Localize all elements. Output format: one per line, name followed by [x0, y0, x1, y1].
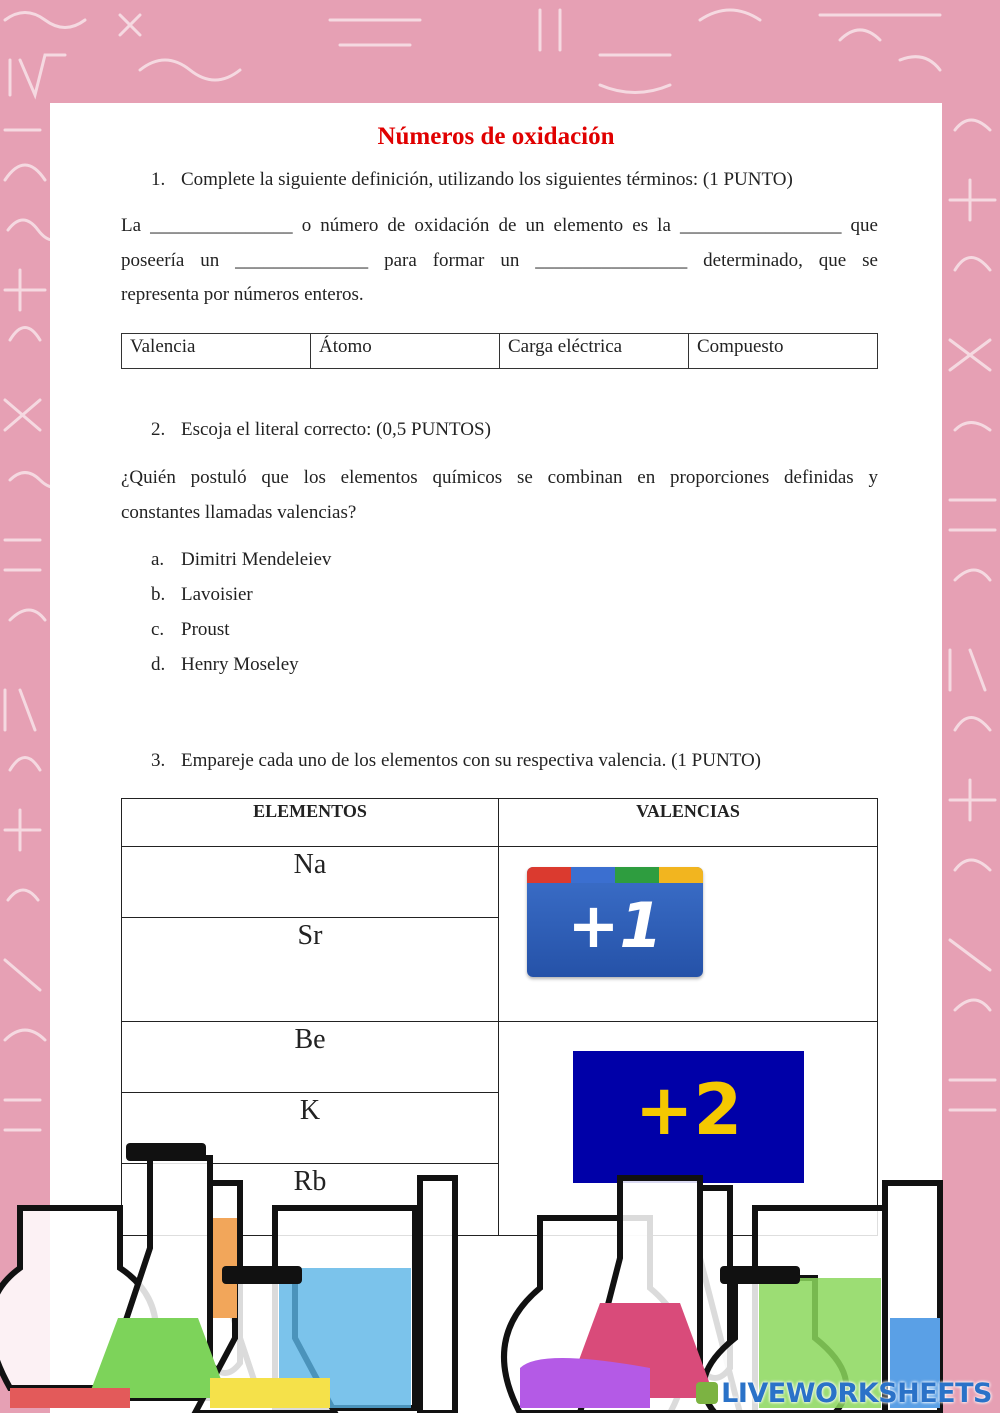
- element-cell-rb[interactable]: Rb: [121, 1163, 499, 1236]
- header-elements: ELEMENTOS: [121, 798, 499, 847]
- option-text: Proust: [181, 619, 230, 640]
- google-bar-blue: [571, 867, 615, 883]
- element-cell-be[interactable]: Be: [121, 1021, 499, 1093]
- lab-glassware-illustration: [0, 1138, 1000, 1413]
- option-letter: a.: [151, 549, 165, 570]
- term-cell: Átomo: [311, 334, 500, 369]
- google-bar-green: [615, 867, 659, 883]
- option-letter: b.: [151, 584, 166, 605]
- term-cell: Carga eléctrica: [500, 334, 689, 369]
- option-letter: d.: [151, 654, 166, 675]
- term-cell: Compuesto: [689, 334, 878, 369]
- watermark-text: LIVEWORKSHEETS: [721, 1378, 992, 1409]
- definition-paragraph: [121, 209, 878, 313]
- question-2-line: ¿Quién postuló que los elementos químicos se combinan en proporciones definidas y: [121, 467, 878, 488]
- question-1-number: 1.: [151, 169, 166, 190]
- option-text: Henry Moseley: [181, 654, 299, 675]
- option-text: Dimitri Mendeleiev: [181, 549, 332, 570]
- liveworksheets-logo: [696, 1378, 992, 1409]
- question-1-text: Complete la siguiente definición, utilizando los siguientes términos: (1 PUNTO): [181, 169, 793, 190]
- term-cell: Valencia: [122, 334, 311, 369]
- option-text: Lavoisier: [181, 584, 253, 605]
- valence-plus-two-label: +2: [634, 1069, 743, 1151]
- valence-plus-one-badge[interactable]: [527, 867, 703, 977]
- liveworksheets-icon: [696, 1382, 718, 1404]
- flask-stopper: [222, 1266, 302, 1284]
- page-title: Números de oxidación: [377, 123, 615, 150]
- question-2-number: 2.: [151, 419, 166, 440]
- question-2-text: Escoja el literal correcto: (0,5 PUNTOS): [181, 419, 491, 440]
- definition-line: representa por números enteros.: [121, 284, 364, 305]
- question-3-number: 3.: [151, 750, 166, 771]
- question-2-body: [121, 461, 878, 530]
- definition-line: poseería un ______________ para formar un ________________ determinado, que se: [121, 249, 878, 271]
- element-cell-sr[interactable]: Sr: [121, 917, 499, 1022]
- element-cell-k[interactable]: K: [121, 1092, 499, 1164]
- question-3-text: Empareje cada uno de los elementos con su respectiva valencia. (1 PUNTO): [181, 750, 762, 771]
- flask-stopper: [720, 1266, 800, 1284]
- header-valences: VALENCIAS: [498, 798, 878, 847]
- terms-table: [121, 333, 878, 369]
- google-bar-yellow: [659, 867, 703, 883]
- definition-line: La _______________ o número de oxidación de un elemento es la _________________ que: [121, 215, 878, 236]
- option-letter: c.: [151, 619, 165, 640]
- valence-plus-one-label: +1: [567, 889, 663, 962]
- flask-stopper: [126, 1143, 206, 1161]
- graduated-cylinder-icon: [420, 1178, 455, 1413]
- element-cell-na[interactable]: Na: [121, 846, 499, 918]
- question-2-line: constantes llamadas valencias?: [121, 501, 357, 523]
- google-bar-red: [527, 867, 571, 883]
